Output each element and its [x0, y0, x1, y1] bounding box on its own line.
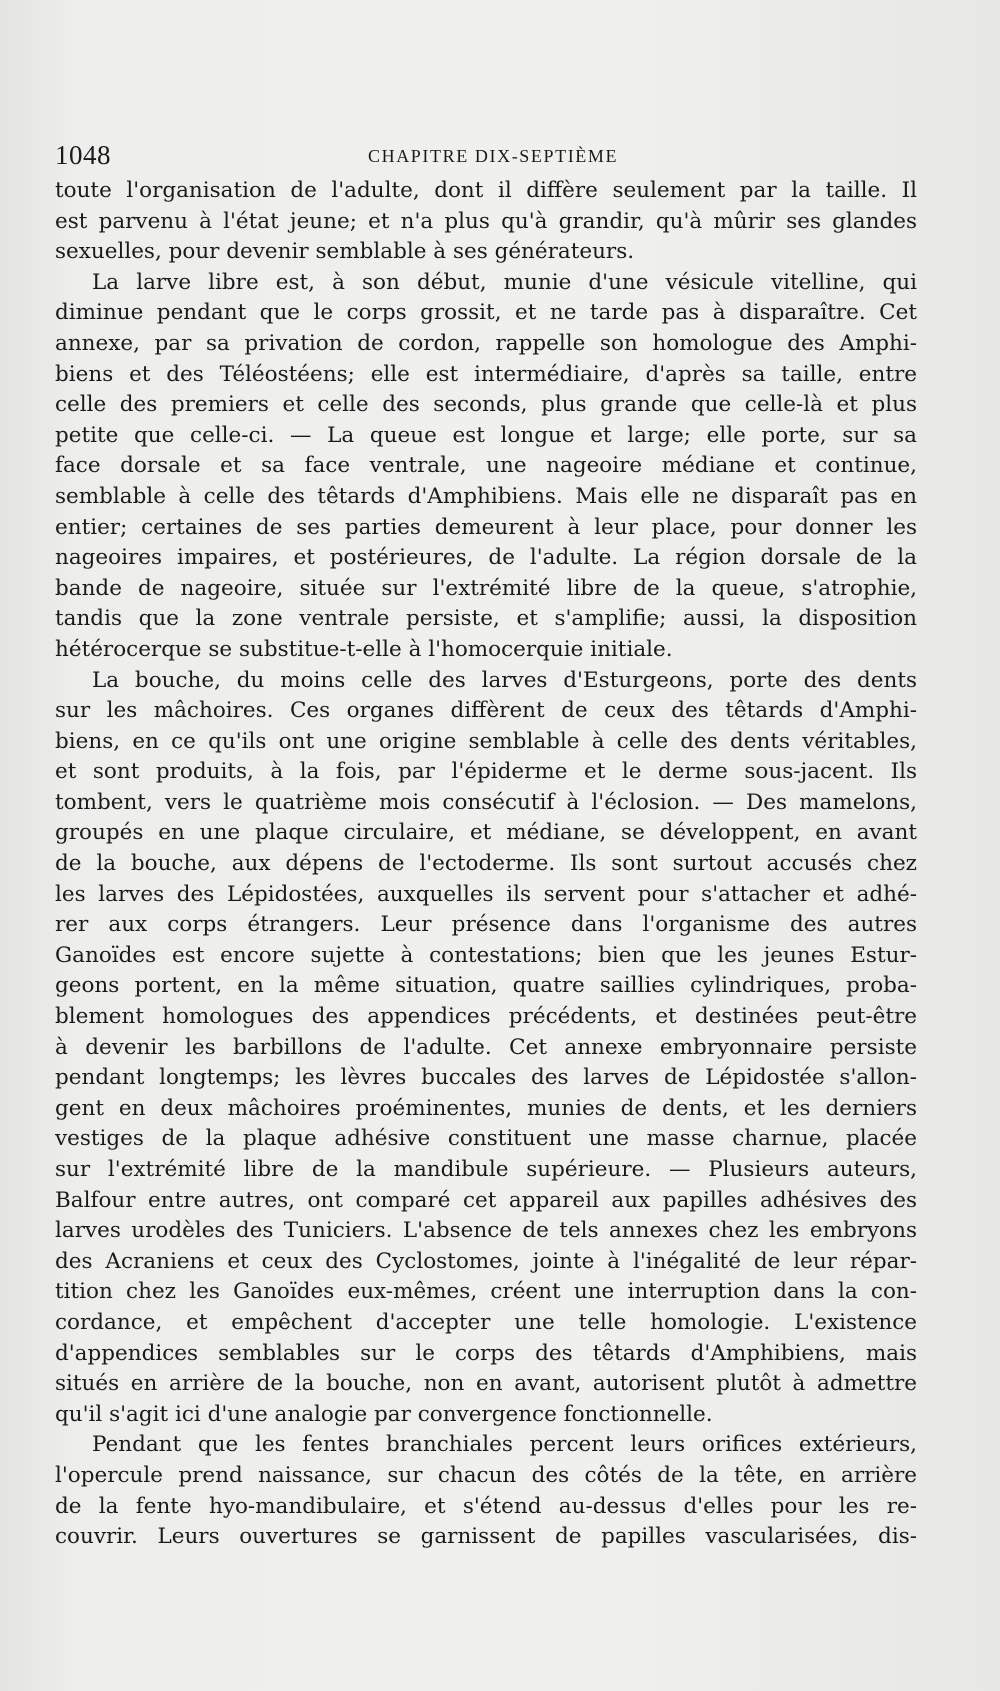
- text-line: petite que celle-ci. — La queue est longue et large; elle porte, sur sa: [55, 422, 917, 448]
- text-line: rer aux corps étrangers. Leur présence dans l'organisme des autres: [55, 912, 917, 938]
- text-line: de la fente hyo-mandibulaire, et s'étend au-dessus d'elles pour les re-: [55, 1493, 917, 1519]
- text-line: bande de nageoire, située sur l'extrémité libre de la queue, s'atrophie,: [55, 575, 917, 601]
- text-line: hétérocerque se substitue-t-elle à l'homocerquie initiale.: [55, 636, 673, 662]
- body-text: [55, 176, 917, 1553]
- text-line: face dorsale et sa face ventrale, une nageoire médiane et continue,: [55, 453, 917, 479]
- text-line: tition chez les Ganoïdes eux-mêmes, créent une interruption dans la con-: [55, 1279, 917, 1305]
- text-line: geons portent, en la même situation, quatre saillies cylindriques, proba-: [55, 973, 917, 999]
- text-line: les larves des Lépidostées, auxquelles ils servent pour s'attacher et adhé-: [55, 881, 917, 907]
- text-block: [55, 140, 917, 1553]
- text-line: vestiges de la plaque adhésive constituent une masse charnue, placée: [55, 1126, 917, 1152]
- text-line: tombent, vers le quatrième mois consécutif à l'éclosion. — Des mamelons,: [55, 789, 917, 815]
- text-line: La larve libre est, à son début, munie d'une vésicule vitelline, qui: [92, 269, 917, 295]
- text-line: des Acraniens et ceux des Cyclostomes, jointe à l'inégalité de leur répar-: [55, 1248, 917, 1274]
- text-line: sexuelles, pour devenir semblable à ses générateurs.: [55, 239, 635, 265]
- text-line: gent en deux mâchoires proéminentes, munies de dents, et les derniers: [55, 1095, 917, 1121]
- text-line: cordance, et empêchent d'accepter une telle homologie. L'existence: [55, 1309, 917, 1335]
- text-line: Pendant que les fentes branchiales percent leurs orifices extérieurs,: [92, 1432, 917, 1458]
- text-line: annexe, par sa privation de cordon, rappelle son homologue des Amphi-: [55, 330, 917, 356]
- text-line: blement homologues des appendices précédents, et destinées peut-être: [55, 1004, 917, 1030]
- text-line: sur les mâchoires. Ces organes diffèrent de ceux des têtards d'Amphi-: [55, 698, 917, 724]
- text-line: et sont produits, à la fois, par l'épiderme et le derme sous-jacent. Ils: [55, 759, 917, 785]
- text-line: semblable à celle des têtards d'Amphibiens. Mais elle ne disparaît pas en: [55, 483, 917, 509]
- text-line: pendant longtemps; les lèvres buccales des larves de Lépidostée s'allon-: [55, 1065, 917, 1091]
- text-line: biens et des Téléostéens; elle est intermédiaire, d'après sa taille, entre: [55, 361, 917, 387]
- text-line: qu'il s'agit ici d'une analogie par convergence fonctionnelle.: [55, 1401, 713, 1427]
- text-line: La bouche, du moins celle des larves d'Esturgeons, porte des dents: [92, 667, 917, 693]
- text-line: situés en arrière de la bouche, non en avant, autorisent plutôt à admettre: [55, 1371, 917, 1397]
- text-line: tandis que la zone ventrale persiste, et s'amplifie; aussi, la disposition: [55, 606, 917, 632]
- text-line: diminue pendant que le corps grossit, et ne tarde pas à disparaître. Cet: [55, 300, 917, 326]
- text-line: toute l'organisation de l'adulte, dont il diffère seulement par la taille. Il: [55, 178, 917, 203]
- text-line: couvrir. Leurs ouvertures se garnissent de papilles vascularisées, dis-: [55, 1524, 917, 1550]
- page-header: [55, 140, 917, 176]
- text-line: de la bouche, aux dépens de l'ectoderme. Ils sont surtout accusés chez: [55, 851, 917, 877]
- page-number: 1048: [55, 140, 111, 170]
- text-line: à devenir les barbillons de l'adulte. Cet annexe embryonnaire persiste: [55, 1034, 917, 1060]
- text-line: nageoires impaires, et postérieures, de l'adulte. La région dorsale de la: [55, 545, 917, 571]
- running-head: CHAPITRE DIX-SEPTIÈME: [368, 146, 619, 166]
- text-line: sur l'extrémité libre de la mandibule supérieure. — Plusieurs auteurs,: [55, 1157, 917, 1182]
- text-line: entier; certaines de ses parties demeurent à leur place, pour donner les: [55, 514, 917, 540]
- text-line: d'appendices semblables sur le corps des têtards d'Amphibiens, mais: [55, 1340, 917, 1366]
- text-line: Balfour entre autres, ont comparé cet appareil aux papilles adhésives des: [55, 1187, 917, 1213]
- text-line: Ganoïdes est encore sujette à contestations; bien que les jeunes Estur-: [55, 942, 917, 968]
- text-line: l'opercule prend naissance, sur chacun des côtés de la tête, en arrière: [55, 1462, 917, 1488]
- text-line: groupés en une plaque circulaire, et médiane, se développent, en avant: [55, 820, 917, 846]
- text-line: celle des premiers et celle des seconds, plus grande que celle-là et plus: [55, 392, 917, 418]
- text-line: larves urodèles des Tuniciers. L'absence de tels annexes chez les embryons: [55, 1218, 917, 1244]
- text-line: est parvenu à l'état jeune; et n'a plus qu'à grandir, qu'à mûrir ses glandes: [55, 208, 917, 234]
- text-line: biens, en ce qu'ils ont une origine semblable à celle des dents véritables,: [55, 728, 917, 754]
